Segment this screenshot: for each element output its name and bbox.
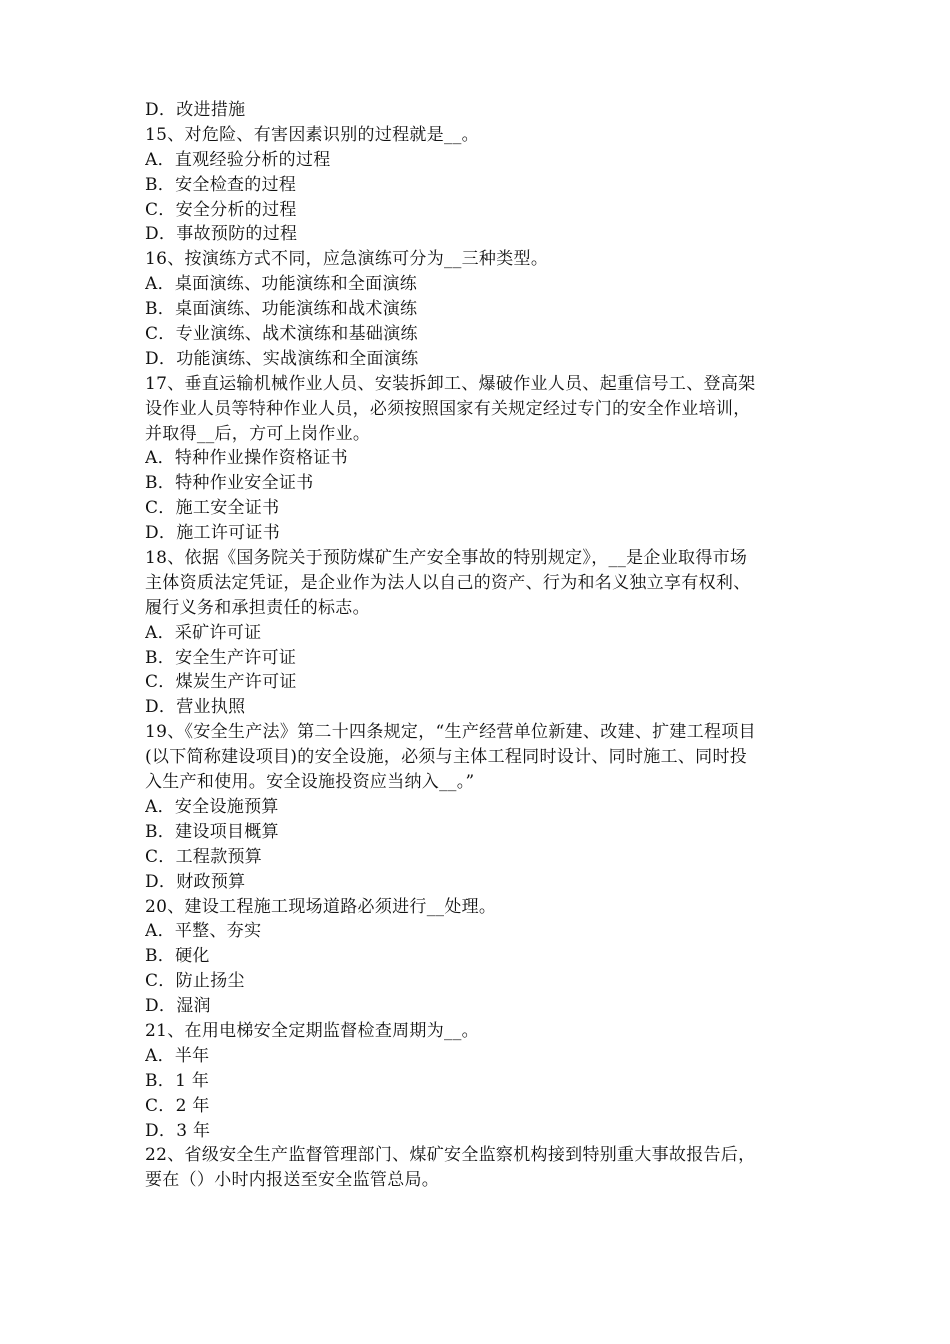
- option-c-q15: C．安全分析的过程: [145, 199, 297, 220]
- option-a-q15: A．直观经验分析的过程: [145, 149, 331, 170]
- option-d-q17: D．施工许可证书: [145, 523, 281, 544]
- option-d-q21: D．3 年: [145, 1120, 211, 1141]
- question-22-line-1: 22、省级安全生产监督管理部门、煤矿安全监察机构接到特别重大事故报告后，: [145, 1145, 756, 1166]
- question-21: 21、在用电梯安全定期监督检查周期为__。: [145, 1020, 479, 1041]
- option-b-q18: B．安全生产许可证: [145, 647, 297, 668]
- option-a-q18: A．采矿许可证: [145, 622, 262, 643]
- question-17-line-2: 设作业人员等特种作业人员，必须按照国家有关规定经过专门的安全作业培训，: [145, 398, 751, 419]
- option-b-q19: B．建设项目概算: [145, 821, 279, 842]
- option-a-q19: A．安全设施预算: [145, 796, 279, 817]
- question-19-line-2: (以下简称建设项目)的安全设施，必须与主体工程同时设计、同时施工、同时投: [145, 747, 748, 768]
- question-19-line-1: 19、《安全生产法》第二十四条规定，“生产经营单位新建、改建、扩建工程项目: [145, 722, 756, 743]
- option-a-q21: A．半年: [145, 1045, 210, 1066]
- option-a-q20: A．平整、夯实: [145, 921, 262, 942]
- option-c-q17: C．施工安全证书: [145, 498, 280, 519]
- question-22-line-2: 要在（）小时内报送至安全监管总局。: [145, 1170, 440, 1191]
- question-19-line-3: 入生产和使用。安全设施投资应当纳入__。”: [145, 772, 475, 793]
- option-d-q14: D．改进措施: [145, 100, 246, 120]
- option-d-q19: D．财政预算: [145, 871, 246, 892]
- question-15: 15、对危险、有害因素识别的过程就是__。: [145, 124, 479, 145]
- option-b-q21: B．1 年: [145, 1070, 210, 1091]
- option-c-q18: C．煤炭生产许可证: [145, 672, 297, 693]
- option-d-q18: D．营业执照: [145, 697, 246, 718]
- option-b-q20: B．硬化: [145, 946, 210, 967]
- option-c-q16: C．专业演练、战术演练和基础演练: [145, 324, 418, 345]
- option-b-q15: B．安全检查的过程: [145, 174, 297, 195]
- option-d-q20: D．湿润: [145, 996, 211, 1017]
- option-b-q16: B．桌面演练、功能演练和战术演练: [145, 299, 418, 320]
- question-20: 20、建设工程施工现场道路必须进行__处理。: [145, 896, 497, 917]
- option-c-q20: C．防止扬尘: [145, 971, 245, 992]
- document-body: [145, 98, 817, 1193]
- option-d-q16: D．功能演练、实战演练和全面演练: [145, 348, 419, 369]
- question-18-line-2: 主体资质法定凭证，是企业作为法人以自己的资产、行为和名义独立享有权利、: [145, 572, 751, 593]
- question-18-line-1: 18、依据《国务院关于预防煤矿生产安全事故的特别规定》，__是企业取得市场: [145, 548, 748, 569]
- option-a-q17: A．特种作业操作资格证书: [145, 448, 348, 469]
- question-17-line-1: 17、垂直运输机械作业人员、安装拆卸工、爆破作业人员、起重信号工、登高架: [145, 373, 756, 394]
- question-18-line-3: 履行义务和承担责任的标志。: [145, 597, 370, 618]
- option-c-q21: C．2 年: [145, 1095, 210, 1116]
- option-b-q17: B．特种作业安全证书: [145, 473, 314, 494]
- option-c-q19: C．工程款预算: [145, 846, 263, 867]
- option-d-q15: D．事故预防的过程: [145, 224, 298, 245]
- question-17-line-3: 并取得__后，方可上岗作业。: [145, 423, 371, 444]
- question-16: 16、按演练方式不同，应急演练可分为__三种类型。: [145, 249, 549, 270]
- option-a-q16: A．桌面演练、功能演练和全面演练: [145, 274, 418, 295]
